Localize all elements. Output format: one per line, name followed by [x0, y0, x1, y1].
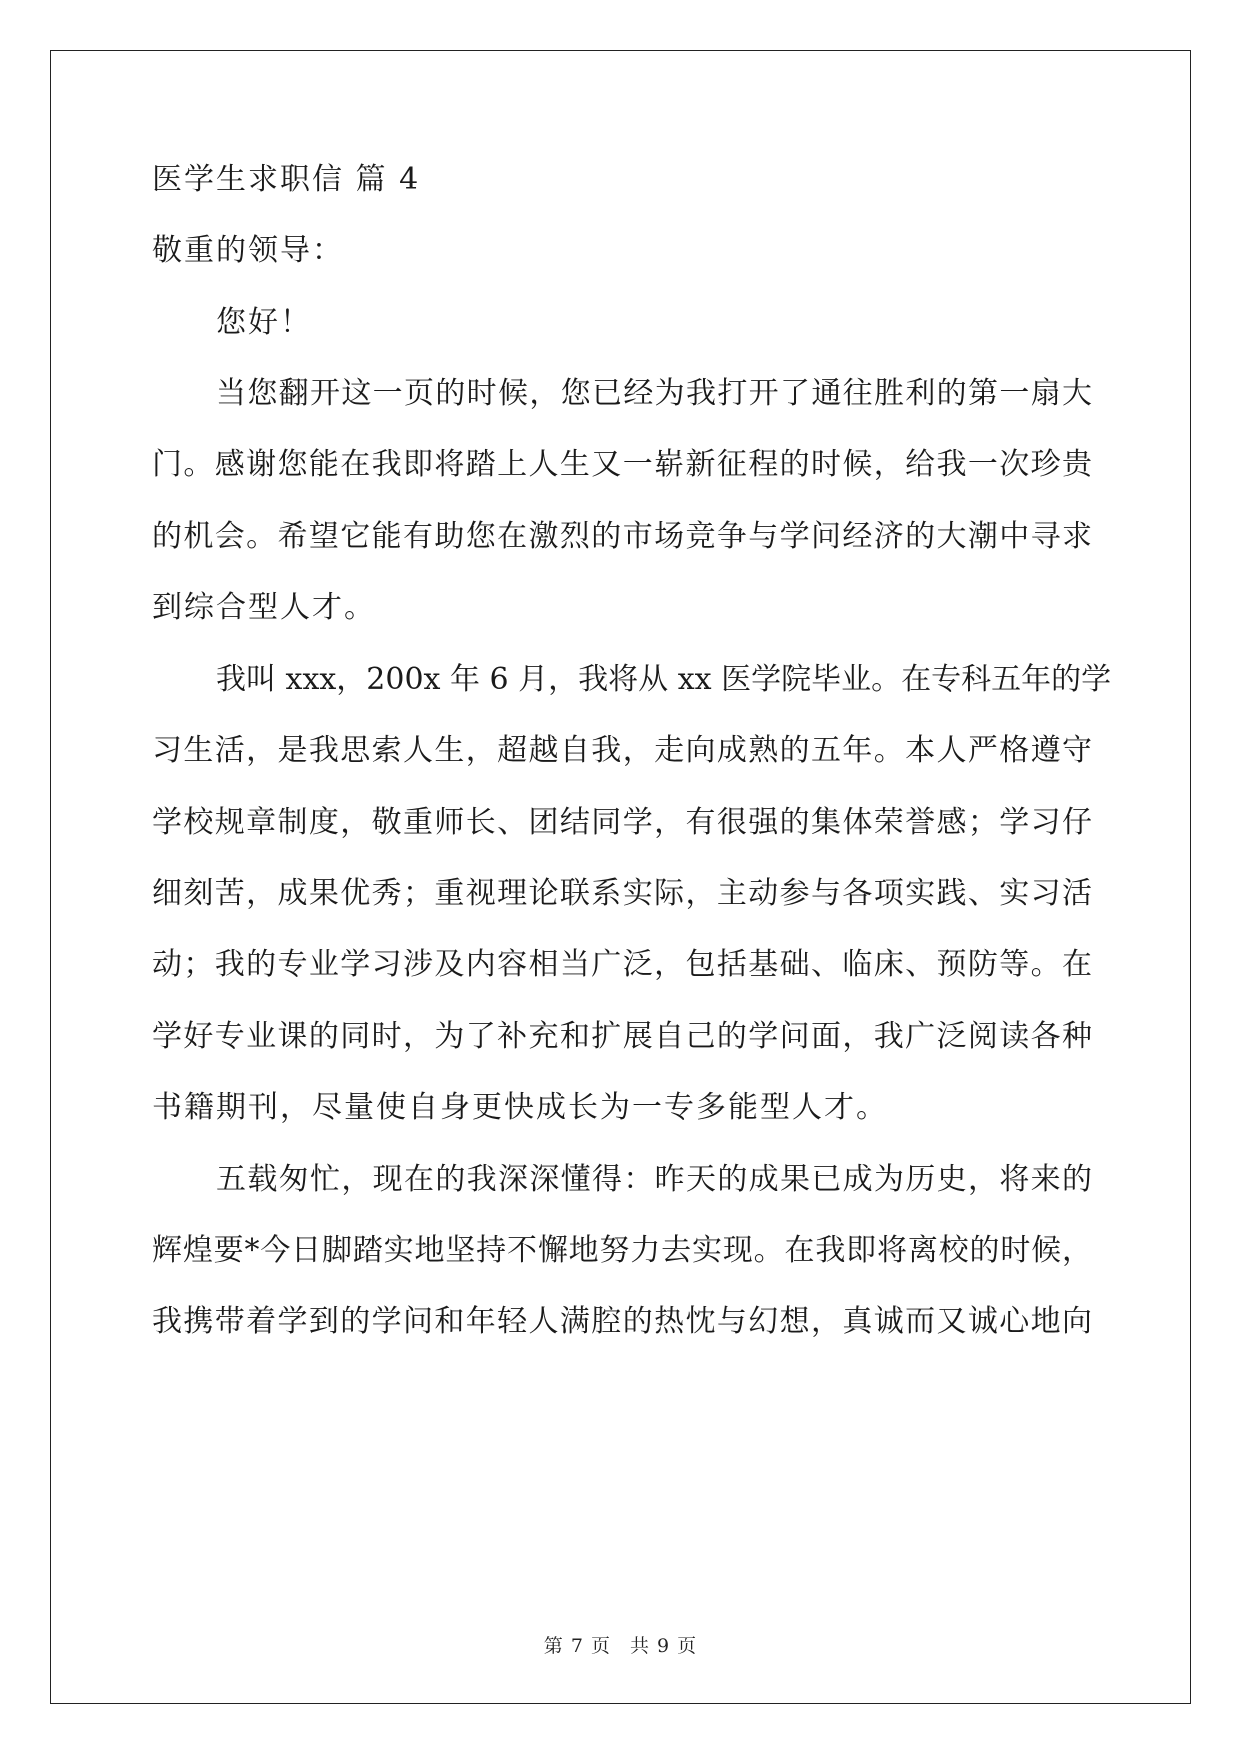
paragraph-line: 习生活，是我思索人生，超越自我，走向成熟的五年。本人严格遵守: [152, 733, 1092, 768]
paragraph-line: 动；我的专业学习涉及内容相当广泛，包括基础、临床、预防等。在: [152, 947, 1092, 982]
paragraph-line: 学校规章制度，敬重师长、团结同学，有很强的集体荣誉感；学习仔: [152, 805, 1092, 840]
paragraph-line: 学好专业课的同时，为了补充和扩展自己的学问面，我广泛阅读各种: [152, 1019, 1092, 1054]
paragraph-line: 我携带着学到的学问和年轻人满腔的热忱与幻想，真诚而又诚心地向: [152, 1304, 1092, 1339]
paragraph-line: 我叫 xxx，200x 年 6 月，我将从 xx 医学院毕业。在专科五年的学: [216, 662, 1112, 697]
paragraph-line: 到综合型人才。: [152, 590, 376, 625]
page-footer: [0, 1634, 1241, 1658]
greeting: 您好！: [216, 305, 312, 340]
paragraph-line: 辉煌要*今日脚踏实地坚持不懈地努力去实现。在我即将离校的时候，: [152, 1233, 1092, 1268]
document-heading: 医学生求职信 篇 4: [152, 162, 421, 197]
paragraph-line: 当您翻开这一页的时候，您已经为我打开了通往胜利的第一扇大: [216, 376, 1092, 411]
current-page-label: 第 7 页: [543, 1635, 611, 1657]
paragraph-line: 书籍期刊，尽量使自身更快成长为一专多能型人才。: [152, 1090, 888, 1125]
paragraph-line: 细刻苦，成果优秀；重视理论联系实际，主动参与各项实践、实习活: [152, 876, 1092, 911]
paragraph-line: 五载匆忙，现在的我深深懂得：昨天的成果已成为历史，将来的: [216, 1162, 1092, 1197]
paragraph-line: 的机会。希望它能有助您在激烈的市场竞争与学问经济的大潮中寻求: [152, 519, 1092, 554]
total-pages-label: 共 9 页: [630, 1635, 698, 1657]
paragraph-line: 门。感谢您能在我即将踏上人生又一崭新征程的时候，给我一次珍贵: [152, 447, 1092, 482]
salutation: 敬重的领导：: [152, 233, 344, 268]
